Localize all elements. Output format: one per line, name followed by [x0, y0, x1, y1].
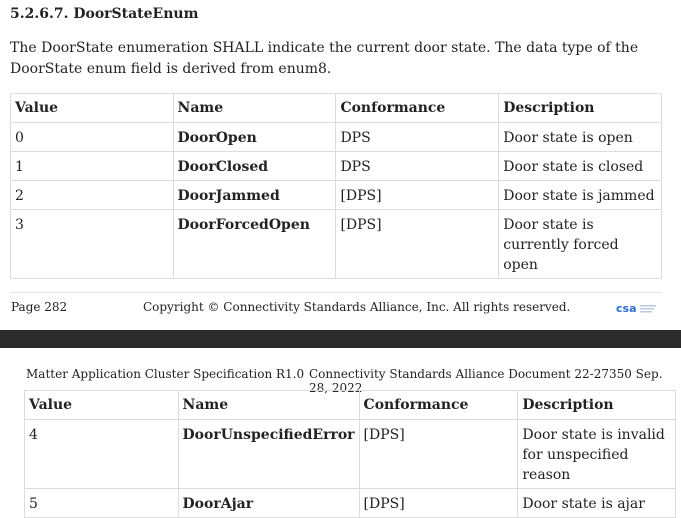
- cell-description: Door state is closed: [499, 152, 662, 181]
- header-description: Description: [518, 391, 676, 420]
- door-state-table-continued: [24, 390, 676, 518]
- table-row: [11, 181, 662, 210]
- logo-line: [640, 305, 656, 307]
- cell-description: Door state is invalid for unspecified reason: [518, 420, 676, 489]
- header-description: Description: [499, 94, 662, 123]
- cell-conformance: DPS: [336, 123, 499, 152]
- table-row: [11, 123, 662, 152]
- page-number: Page 282: [11, 300, 68, 314]
- cell-conformance: [DPS]: [336, 181, 499, 210]
- cell-value: 1: [11, 152, 174, 181]
- cell-value: 0: [11, 123, 174, 152]
- cell-value: 3: [11, 210, 174, 279]
- table-header-row: [25, 391, 676, 420]
- cell-conformance: DPS: [336, 152, 499, 181]
- cell-value: 4: [25, 420, 179, 489]
- header-value: Value: [11, 94, 174, 123]
- cell-conformance: [DPS]: [359, 420, 518, 489]
- section-paragraph: The DoorState enumeration SHALL indicate the current door state. The data type of the DoorState enum field is derived from enum8.: [10, 40, 639, 77]
- cell-description: Door state is ajar: [518, 489, 676, 518]
- cell-description: Door state is currently forced open: [499, 210, 662, 279]
- logo-line: [640, 308, 654, 310]
- cell-value: 2: [11, 181, 174, 210]
- section-heading: 5.2.6.7. DoorStateEnum: [10, 6, 199, 22]
- running-header-left: Matter Application Cluster Specification R1.0: [26, 367, 305, 381]
- cell-description: Door state is jammed: [499, 181, 662, 210]
- csa-logo-icon: [616, 301, 660, 315]
- header-conformance: Conformance: [336, 94, 499, 123]
- header-value: Value: [25, 391, 179, 420]
- table-row: [11, 152, 662, 181]
- running-header-right: Connectivity Standards Alliance Document 22-27350 Sep. 28, 2022: [309, 367, 663, 395]
- cell-name: DoorForcedOpen: [173, 210, 336, 279]
- cell-name: DoorClosed: [173, 152, 336, 181]
- table-row: [11, 210, 662, 279]
- header-name: Name: [178, 391, 359, 420]
- cell-conformance: [DPS]: [359, 489, 518, 518]
- cell-value: 5: [25, 489, 179, 518]
- table-row: [25, 420, 676, 489]
- header-conformance: Conformance: [359, 391, 518, 420]
- table-row: [25, 489, 676, 518]
- header-name: Name: [173, 94, 336, 123]
- logo-line: [640, 311, 652, 313]
- table-header-row: [11, 94, 662, 123]
- footer-divider: [10, 292, 662, 293]
- door-state-table: [10, 93, 662, 279]
- cell-name: DoorJammed: [173, 181, 336, 210]
- page-break-band: [0, 330, 681, 348]
- cell-description: Door state is open: [499, 123, 662, 152]
- cell-name: DoorUnspecifiedError: [178, 420, 359, 489]
- cell-name: DoorOpen: [173, 123, 336, 152]
- cell-name: DoorAjar: [178, 489, 359, 518]
- csa-logo-text: csa: [616, 302, 637, 315]
- cell-conformance: [DPS]: [336, 210, 499, 279]
- copyright-notice: Copyright © Connectivity Standards Alliance, Inc. All rights reserved.: [143, 300, 571, 314]
